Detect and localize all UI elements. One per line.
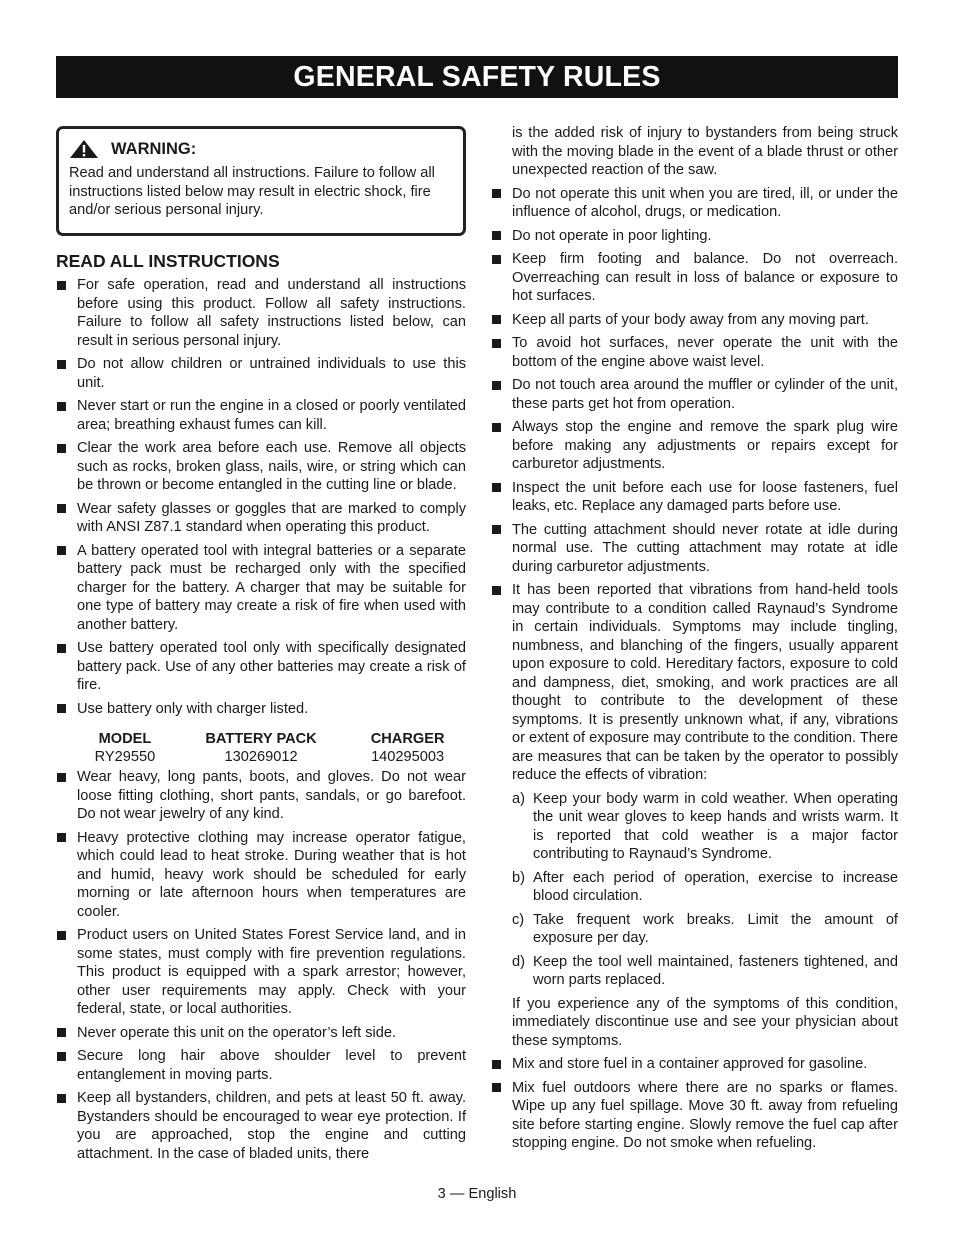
list-item-text: Wear safety glasses or goggles that are marked to comply with ANSI Z87.1 standard when operating this product. [77, 500, 466, 535]
spec-table-header-row [77, 730, 466, 748]
bullet-square-icon [57, 931, 66, 940]
list-item-text: Keep firm footing and balance. Do not overreach. Overreaching can result in loss of balance or exposure to hot surfaces. [512, 251, 898, 304]
list-item [491, 185, 898, 222]
bullet-square-icon [492, 231, 501, 240]
right-bullet-list-b [491, 1055, 898, 1153]
sub-list-item [512, 790, 898, 864]
list-item [491, 418, 898, 474]
bullet-square-icon [492, 339, 501, 348]
list-item [56, 439, 466, 495]
sub-list-text: Keep your body warm in cold weather. When operating the unit wear gloves to keep hands and wrists warm. It is reported that cold weather is a major factor contributing to Raynaud’s Syndrome. [533, 790, 898, 862]
symptoms-note: If you experience any of the symptoms of this condition, immediately discontinue use and see your physician about these symptoms. [512, 995, 898, 1049]
bullet-square-icon [492, 1083, 501, 1092]
right-bullet-list-a [491, 185, 898, 785]
list-item [56, 700, 466, 719]
sub-list-text: After each period of operation, exercise to increase blood circulation. [533, 869, 898, 904]
list-item [56, 276, 466, 350]
list-item-text: Always stop the engine and remove the spark plug wire before making any adjustments or repairs except for carburetor adjustments. [512, 419, 898, 472]
bullet-square-icon [57, 360, 66, 369]
sub-list-text: Keep the tool well maintained, fasteners tightened, and worn parts replaced. [533, 953, 898, 988]
list-item-text: The cutting attachment should never rotate at idle during normal use. The cutting attachment may rotate at idle during carburetor adjustments. [512, 521, 898, 575]
list-item [491, 376, 898, 413]
bullet-square-icon [492, 315, 501, 324]
bullet-square-icon [492, 586, 501, 595]
bullet-square-icon [57, 704, 66, 713]
list-item-text: To avoid hot surfaces, never operate the unit with the bottom of the engine above waist level. [512, 335, 898, 370]
bullet-square-icon [492, 525, 501, 534]
left-column [56, 126, 466, 1168]
list-item-text: It has been reported that vibrations from hand-held tools may contribute to a condition called Raynaud’s Syndrome in certain individuals. Symptoms may include tingling, numbness, and blanching of the fingers, usually apparent upon exposure to cold. Hereditary factors, exposure to cold and dampness, diet, smoking, and work practices are all thought to contribute to the development of these symptoms. It is presently unknown what, if any, vibrations or extent of exposure may contribute to the condition. There are measures that can be taken by the operator to possibly reduce the effects of vibration: [512, 582, 898, 783]
list-item [56, 397, 466, 434]
list-item [56, 768, 466, 824]
list-item-text: Use battery only with charger listed. [77, 700, 309, 717]
bullet-square-icon [492, 1060, 501, 1069]
list-item [56, 542, 466, 635]
vibration-measures-list [491, 790, 898, 990]
bullet-square-icon [492, 255, 501, 264]
spec-table [77, 730, 466, 766]
left-bullet-list-b [56, 768, 466, 1163]
sub-list-label: b) [512, 869, 525, 886]
warning-triangle-icon [69, 139, 99, 159]
list-item-text: Never start or run the engine in a closed or poorly ventilated area; breathing exhaust fumes can kill. [77, 398, 466, 433]
sub-list-item [512, 911, 898, 948]
spec-cell-battery-pack: 130269012 [224, 749, 298, 765]
list-item-text: Do not operate this unit when you are tired, ill, or under the influence of alcohol, drugs, or medication. [512, 185, 898, 220]
list-item-text: Mix fuel outdoors where there are no sparks or flames. Wipe up any fuel spillage. Move 30 ft. away from refueling site before starting engine. Slowly remove the fuel cap after stopping engine. Do not smoke when refueling. [512, 1079, 898, 1151]
warning-text: Read and understand all instructions. Failure to follow all instructions listed below may result in electric shock, fire and/or serious personal injury. [69, 165, 435, 218]
list-item-text: Heavy protective clothing may increase operator fatigue, which could lead to heat stroke. During weather that is hot and humid, heavy work should be scheduled for early morning or late afternoon hours when temperatures are cooler. [77, 829, 466, 920]
bullet-square-icon [57, 1052, 66, 1061]
list-item [56, 1024, 466, 1043]
list-item-text: For safe operation, read and understand all instructions before using this product. Follow all safety instructions. Failure to follow all safety instructions listed below, can result in serious personal injury. [77, 277, 466, 349]
list-item [56, 355, 466, 392]
bullet-square-icon [57, 546, 66, 555]
list-item [491, 1079, 898, 1153]
spec-header-charger: CHARGER [370, 731, 445, 747]
bullet-square-icon [492, 381, 501, 390]
right-column [491, 124, 898, 1158]
list-item [56, 1047, 466, 1084]
list-item-text: Keep all bystanders, children, and pets at least 50 ft. away. Bystanders should be encouraged to wear eye protection. If you are approached, stop the engine and cutting attachment. In the case of bladed units, there [77, 1090, 466, 1162]
list-item [56, 1089, 466, 1163]
list-item-text: Do not touch area around the muffler or cylinder of the unit, these parts get hot from operation. [512, 377, 898, 412]
page-title-banner: GENERAL SAFETY RULES [56, 56, 898, 98]
sub-list-item [512, 869, 898, 906]
list-item-text: Use battery operated tool only with specifically designated battery pack. Use of any other batteries may create a risk of fire. [77, 640, 466, 693]
bullet-square-icon [57, 1094, 66, 1103]
list-item [56, 926, 466, 1019]
bullet-square-icon [492, 483, 501, 492]
list-item-text: Secure long hair above shoulder level to prevent entanglement in moving parts. [77, 1048, 466, 1083]
warning-header [69, 139, 453, 159]
list-item-text: Inspect the unit before each use for loose fasteners, fuel leaks, etc. Replace any damaged parts before use. [512, 479, 898, 514]
list-item-text: Do not operate in poor lighting. [512, 227, 712, 244]
spec-cell-model: RY29550 [94, 749, 156, 765]
left-bullet-list-a [56, 276, 466, 718]
spec-table-row [77, 748, 466, 766]
sub-list-label: a) [512, 790, 525, 807]
list-item-text: Product users on United States Forest Service land, and in some states, must comply with fire prevention regulations. This product is equipped with a spark arrestor; however, other user requirements may apply. Check with your federal, state, or local authorities. [77, 927, 466, 1017]
list-item-text: Wear heavy, long pants, boots, and gloves. Do not wear loose fitting clothing, short pants, sandals, or go barefoot. Do not wear jewelry of any kind. [77, 769, 466, 822]
list-item-text: Keep all parts of your body away from any moving part. [512, 311, 869, 328]
bullet-square-icon [57, 281, 66, 290]
list-item [56, 500, 466, 537]
bullet-square-icon [57, 773, 66, 782]
bullet-square-icon [57, 644, 66, 653]
bullet-square-icon [57, 504, 66, 513]
page-footer: 3 — English [437, 1186, 517, 1202]
list-item [491, 581, 898, 785]
sub-list-item [512, 953, 898, 990]
list-item [491, 250, 898, 306]
bullet-continuation: is the added risk of injury to bystanders from being struck with the moving blade in the event of a blade thrust or other unexpected reaction of the saw. [512, 125, 898, 178]
list-item [491, 334, 898, 371]
list-item [56, 639, 466, 695]
list-item [491, 479, 898, 516]
bullet-square-icon [57, 402, 66, 411]
list-item [491, 521, 898, 577]
list-item [491, 1055, 898, 1074]
sub-list-label: c) [512, 911, 525, 928]
bullet-square-icon [57, 444, 66, 453]
sub-list-text: Take frequent work breaks. Limit the amount of exposure per day. [533, 911, 898, 946]
bullet-square-icon [57, 833, 66, 842]
list-item-text: Never operate this unit on the operator’s left side. [77, 1024, 397, 1041]
warning-label: WARNING: [111, 139, 197, 158]
list-item-text: Mix and store fuel in a container approved for gasoline. [512, 1056, 868, 1072]
bullet-square-icon [57, 1028, 66, 1037]
list-item-text: A battery operated tool with integral batteries or a separate battery pack must be recharged only with the specified charger for the battery. A charger that may be suitable for one type of battery may create a risk of fire when used with another battery. [77, 542, 466, 633]
list-item-text: Do not allow children or untrained individuals to use this unit. [77, 356, 466, 391]
spec-header-model: MODEL [98, 731, 152, 747]
warning-box [56, 126, 466, 236]
sub-list-label: d) [512, 953, 525, 970]
section-heading: READ ALL INSTRUCTIONS [56, 251, 280, 271]
bullet-square-icon [492, 423, 501, 432]
list-item-text: Clear the work area before each use. Remove all objects such as rocks, broken glass, nails, wire, or string which can be thrown or become entangled in the cutting line or blade. [77, 440, 466, 493]
list-item [491, 311, 898, 330]
bullet-square-icon [492, 189, 501, 198]
spec-header-battery-pack: BATTERY PACK [205, 731, 317, 747]
list-item [56, 829, 466, 922]
spec-cell-charger: 140295003 [371, 749, 445, 765]
list-item [491, 227, 898, 246]
